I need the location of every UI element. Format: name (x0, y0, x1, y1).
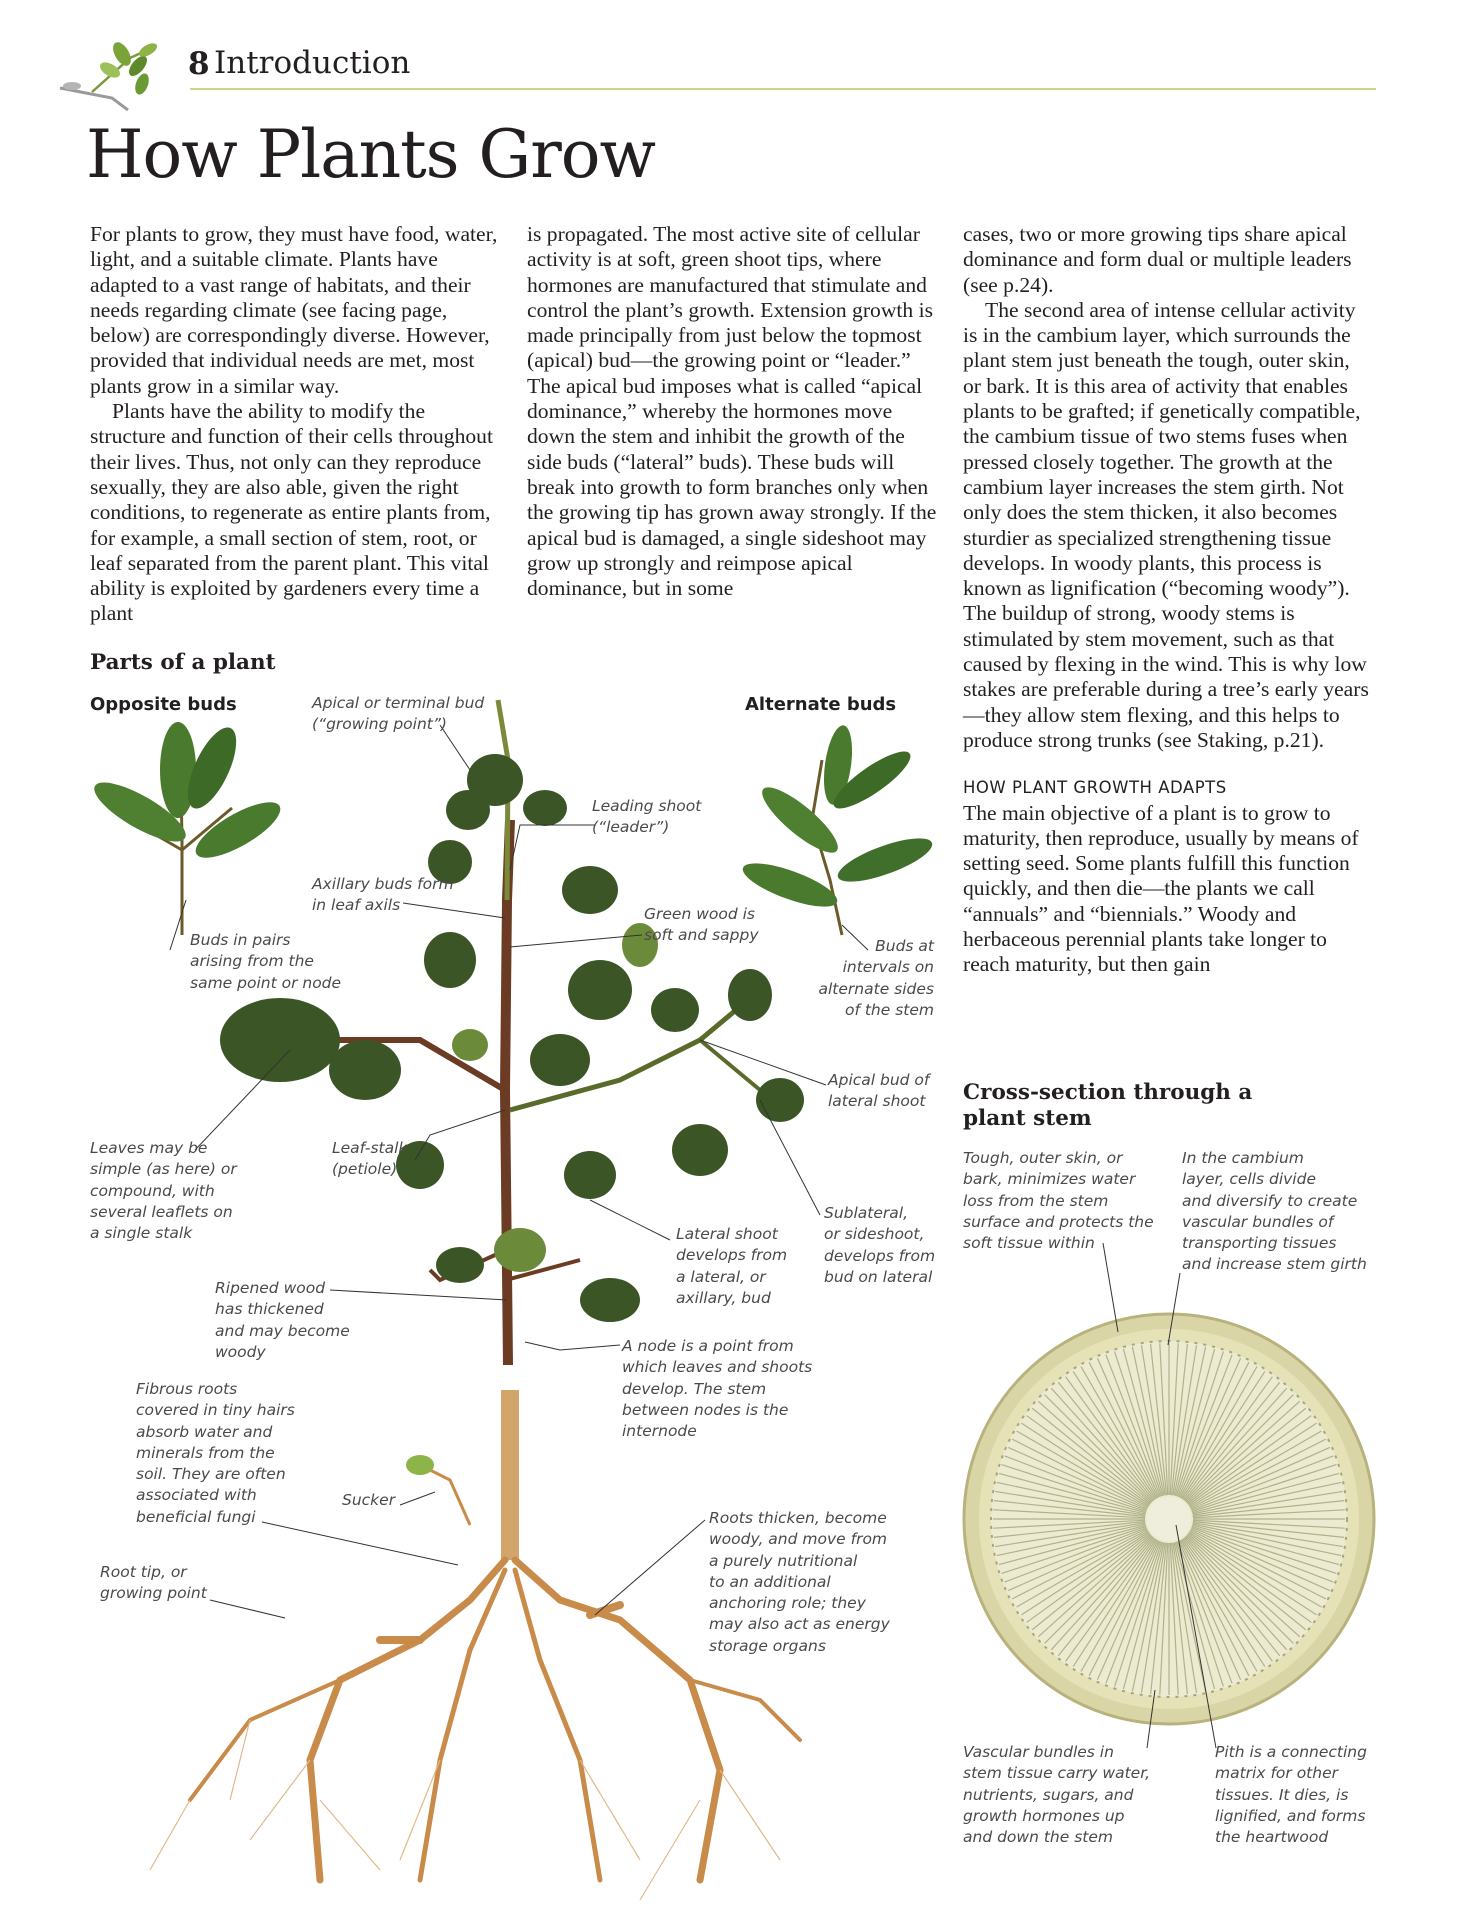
caption-sucker: Sucker (342, 1491, 396, 1509)
caption-roots-thicken: Roots thicken, become woody, and move from a purely nutritional to an additional anchoring role; they may also act as energy storage organs (709, 1509, 890, 1655)
opposite-buds-illustration (87, 721, 288, 935)
adapts-heading: HOW PLANT GROWTH ADAPTS (963, 778, 1227, 798)
caption-bark: Tough, outer skin, or bark, minimizes water loss from the stem surface and protects the soft tissue within (963, 1149, 1154, 1253)
cross-section-heading: Cross-section through a plant stem (963, 1080, 1253, 1131)
caption-petiole: Leaf-stalk (petiole) (332, 1139, 408, 1179)
caption-root-tip: Root tip, or growing point (100, 1563, 207, 1603)
caption-fibrous-roots: Fibrous roots covered in tiny hairs absorb water and minerals from the soil. They are often associated with beneficial fungi (136, 1380, 295, 1526)
caption-sublateral: Sublateral, or sideshoot, develops from bud on lateral (824, 1204, 936, 1286)
caption-buds-pairs: Buds in pairs arising from the same point or node (190, 931, 342, 992)
caption-pith: Pith is a connecting matrix for other tissues. It dies, is lignified, and forms the heartwood (1215, 1743, 1367, 1847)
caption-cambium: In the cambium layer, cells divide and diversify to create vascular bundles of transporting tissues and increase stem girth (1182, 1149, 1367, 1274)
caption-apical-lateral: Apical bud of lateral shoot (828, 1071, 930, 1111)
paragraph: The second area of intense cellular activity is in the cambium layer, which surrounds the plant stem just beneath the tough, outer skin, or bark. It is this area of activity that enables plants to be grafted; if genetically compatible, the cambium tissue of two stems fuses when pressed closely together. The growth at the cambium layer increases the stem girth. Not only does the stem thicken, it also becomes sturdier as specialized strengthening tissue develops. In woody plants, this process is known as lignification (“becoming woody”). The buildup of strong, woody stems is stimulated by stem movement, such as that caused by flexing in the wind. This is why low stakes are preferable during a tree’s early years—they allow stem flexing, and this helps to produce strong trunks (see Staking, p.21). (963, 297, 1369, 752)
caption-green-wood: Green wood is soft and sappy (644, 905, 759, 945)
caption-ripened-wood: Ripened wood has thickened and may become woody (215, 1279, 350, 1361)
paragraph: cases, two or more growing tips share apical dominance and form dual or multiple leaders (see p.24). (963, 222, 1352, 297)
caption-apical-bud: Apical or terminal bud (“growing point”) (312, 694, 485, 734)
section-title: Introduction (214, 45, 411, 81)
alternate-buds-label: Alternate buds (745, 694, 897, 715)
page-title: How Plants Grow (86, 116, 656, 193)
caption-axillary-buds: Axillary buds form in leaf axils (312, 875, 454, 915)
caption-vascular: Vascular bundles in stem tissue carry water, nutrients, sugars, and growth hormones up and down the stem (963, 1743, 1151, 1847)
caption-buds-alternate: Buds at intervals on alternate sides of the stem (818, 937, 934, 1019)
caption-node: A node is a point from which leaves and shoots develop. The stem between nodes is the internode (622, 1337, 813, 1441)
paragraph: For plants to grow, they must have food, water, light, and a suitable climate. Plants have adapted to a vast range of habitats, and their needs regarding climate (see facing page, below) are correspondingly diverse. However, provided that individual needs are met, most plants grow in a similar way. (90, 222, 498, 398)
paragraph: The main objective of a plant is to grow to maturity, then reproduce, usually by means of setting seed. Some plants fulfill this function quickly, and then die—the plants we call “annuals” and “biennials.” Woody and herbaceous perennial plants take longer to reach maturity, but then gain (963, 800, 1359, 977)
caption-leading-shoot: Leading shoot (“leader”) (592, 797, 702, 837)
page-number: 8 (188, 46, 210, 82)
alternate-buds-illustration (738, 724, 937, 935)
caption-leaves: Leaves may be simple (as here) or compound, with several leaflets on a single stalk (90, 1139, 237, 1243)
caption-lateral-shoot: Lateral shoot develops from a lateral, or axillary, bud (676, 1225, 788, 1307)
paragraph: Plants have the ability to modify the structure and function of their cells throughout their lives. Thus, not only can they reproduce sexually, they are also able, given the right conditions, to regenerate as entire plants from, for example, a small section of stem, root, or leaf separated from the parent plant. This vital ability is exploited by gardeners every time a plant (90, 399, 493, 626)
opposite-buds-label: Opposite buds (90, 694, 237, 715)
paragraph: is propagated. The most active site of cellular activity is at soft, green shoot tips, where hormones are manufactured that stimulate and control the plant’s growth. Extension growth is made principally from just below the topmost (apical) bud—the growing point or “leader.” The apical bud imposes what is called “apical dominance,” whereby the hormones move down the stem and inhibit the growth of the side buds (“lateral” buds). These buds will break into growth to form branches only when the growing tip has grown away strongly. If the apical bud is damaged, a single sideshoot may grow up strongly and reimpose apical dominance, but in some (527, 222, 937, 601)
stem-cross-section-illustration (964, 1314, 1374, 1724)
parts-heading: Parts of a plant (90, 650, 276, 675)
